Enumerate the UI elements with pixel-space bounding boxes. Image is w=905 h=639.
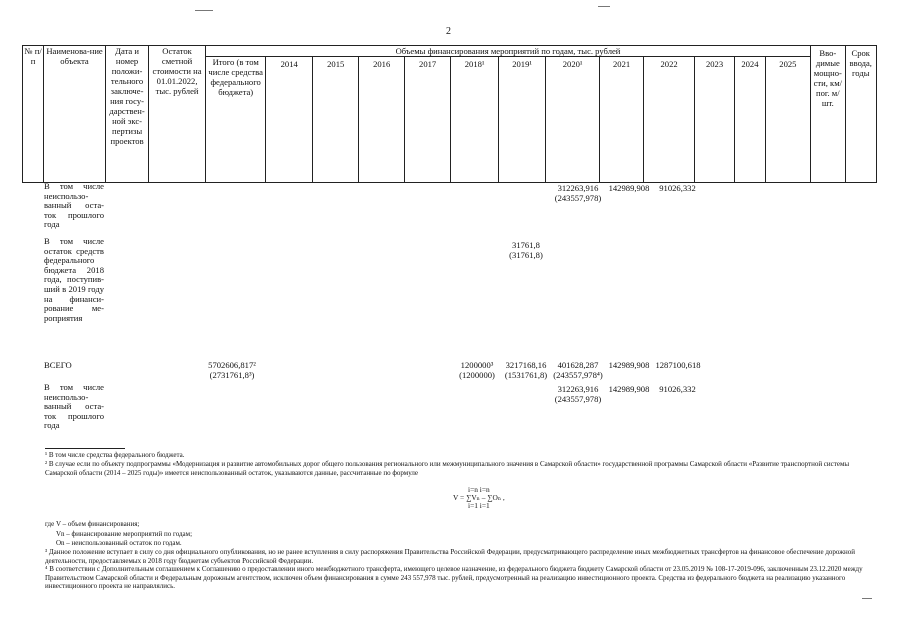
scan-mark <box>862 598 872 599</box>
footnote-3: ³ Данное положение вступает в силу со дня официального опубликования, но не ранее вступления в силу распоряжения Правительства Российской Федерации, предусматривающего распределение иных межбюджетных трансфертов на финансовое обеспечение дорожной деятельности, предоставляемых в 2018 году бюджетам субъектов Российской Федерации. <box>45 548 856 565</box>
footnote-1: ¹ В том числе средства федерального бюджета. <box>45 451 185 459</box>
funding-group-header: Объемы финансирования мероприятий по годам, тыс. рублей <box>205 46 810 57</box>
year-header: 2020¹ <box>546 57 600 183</box>
year-header: 2015 <box>312 57 358 183</box>
col-rest-header: Остаток сметной стоимости на 01.01.2022, тыс. рублей <box>149 46 206 183</box>
col-term-header: Срок ввода, годы <box>845 46 877 183</box>
col-name-header: Наименова-ние объекта <box>44 46 106 183</box>
formula: i=n i=n V = ∑Vₙ – ∑Oₙ , i=1 i=1 <box>453 485 505 510</box>
formula-where: где V – объем финансирования; <box>45 520 140 528</box>
total-value: 5702606,817² (2731761,8³) <box>208 360 256 380</box>
year-header: 2023 <box>694 57 734 183</box>
col-no-header: № п/п <box>23 46 44 183</box>
row-label-total: ВСЕГО <box>44 360 72 370</box>
year-header: 2024 <box>735 57 765 183</box>
year-header: 2018¹ <box>451 57 498 183</box>
total-2018-value: 1200000³ (1200000) <box>459 360 495 380</box>
formula-vn: Vn – финансирование мероприятий по годам; <box>56 530 193 538</box>
total-2022-value: 1287100,618 <box>655 360 701 370</box>
row1-2020-value: 312263,916 (243557,978) <box>554 183 602 203</box>
footnote-2: ² В случае если по объекту подпрограммы «Модернизация и развитие автомобильных дорог общего пользования регионального или межмуниципального значения в Самарской области» государственной программы Самарской области «Развитие транспортной системы Самарской области (2014 – 2025 годы)» имеется неиспользованный остаток, указываются данные, рассчитанные по формуле <box>45 460 850 477</box>
year-header: 2014 <box>266 57 312 183</box>
row1-2022-value: 91026,332 <box>659 183 696 193</box>
scan-mark <box>598 6 610 7</box>
row1-2021-value: 142989,908 <box>608 183 650 193</box>
row4-2022-value: 91026,332 <box>659 384 696 394</box>
col-total-header: Итого (в том числе средства федерального бюджета) <box>205 57 266 183</box>
year-header: 2022 <box>644 57 695 183</box>
footnote-4: ⁴ В соответствии с Дополнительным соглашением к Соглашению о предоставлении иного межбюджетного трансферта, имеющего целевое назначение, из федерального бюджета бюджету Самарской области от 23.05.2019 № 108-17-2019-096, заключенным 23.12.2020 между Правительством Самарской области и Федеральным дорожным агентством, исключен объем финансирования в сумме 243 557,978 тыс. рублей, предусмотренный на реализацию инвестиционного проекта. Средства из федерального бюджета на реализацию указанного инвестиционного проекта не направлялись. <box>45 565 863 591</box>
footnote-separator <box>45 448 125 449</box>
year-header: 2025 <box>765 57 811 183</box>
row-label-unused-balance: В том числе неиспользо-ванный оста-ток прошлого года <box>44 382 104 431</box>
row4-2020-value: 312263,916 (243557,978) <box>554 384 602 404</box>
total-2020-value: 401628,287 (243557,978⁴) <box>553 360 603 380</box>
total-2021-value: 142989,908 <box>608 360 650 370</box>
year-header: 2019¹ <box>498 57 545 183</box>
funding-table-header <box>22 45 877 183</box>
year-header: 2016 <box>359 57 404 183</box>
year-header: 2017 <box>404 57 450 183</box>
col-capacity-header: Вво-димые мощно-сти, км/ пог. м/шт. <box>811 46 845 183</box>
row4-2021-value: 142989,908 <box>608 384 650 394</box>
year-header: 2021 <box>599 57 643 183</box>
row-label-unused-balance: В том числе неиспользо-ванный оста-ток прошлого года <box>44 181 104 230</box>
page-number: 2 <box>446 26 451 37</box>
formula-on: On – неиспользованный остаток по годам. <box>56 539 182 547</box>
total-2019-value: 3217168,16 (1531761,8) <box>504 360 548 380</box>
row-label-federal-remainder: В том числе остаток средств федерального бюджета 2018 года, поступив-ший в 2019 году на финанси-рование ме-роприятия <box>44 236 104 323</box>
scan-mark <box>195 10 213 11</box>
row2-2019-value: 31761,8 (31761,8) <box>509 240 543 260</box>
col-date-header: Дата и номер положи-тельного заключе-ния госу-дарствен-ной экс-пертизы проектов <box>105 46 148 183</box>
